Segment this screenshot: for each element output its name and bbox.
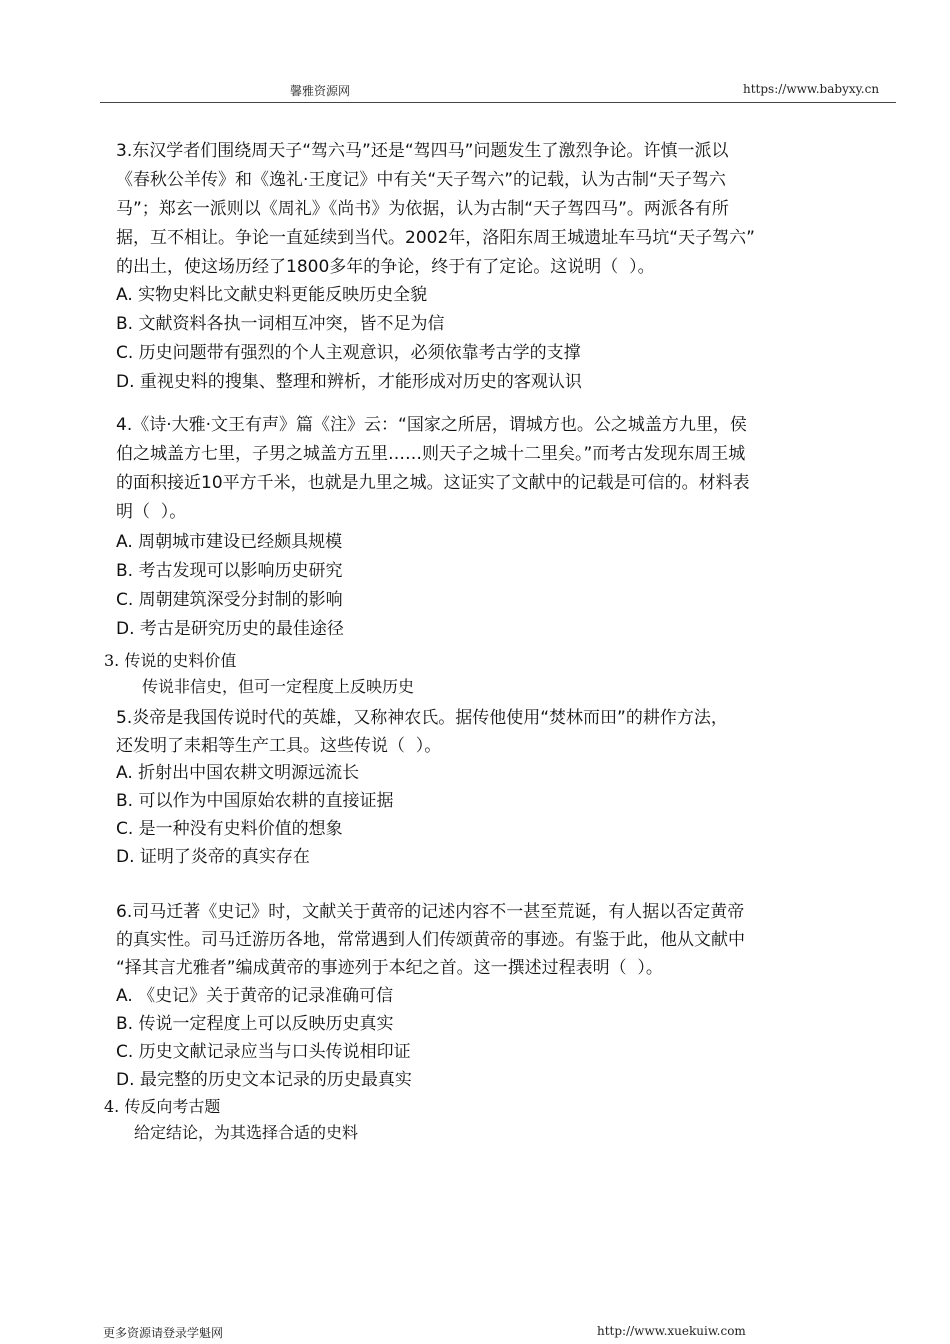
question-4-option-b: B. 考古发现可以影响历史研究: [116, 561, 343, 581]
footer-url[interactable]: http://www.xuekuiw.com: [597, 1324, 746, 1338]
footer-promo-text: 更多资源请登录学魁网: [103, 1326, 224, 1340]
question-6-option-a: A. 《史记》关于黄帝的记录准确可信: [116, 986, 394, 1006]
question-3-line: 3.东汉学者们围绕周天子“驾六马”还是“驾四马”问题发生了激烈争论。许慎一派以: [116, 141, 729, 161]
question-3-option-a: A. 实物史料比文献史料更能反映历史全貌: [116, 285, 428, 305]
header-site-url[interactable]: https://www.babyxy.cn: [743, 82, 880, 96]
question-5-option-d: D. 证明了炎帝的真实存在: [116, 847, 310, 867]
question-4-line: 伯之城盖方七里，子男之城盖方五里……则天子之城十二里矣。”而考古发现东周王城: [116, 444, 746, 464]
question-5-option-c: C. 是一种没有史料价值的想象: [116, 819, 343, 839]
question-4-line: 的面积接近10平方千米，也就是九里之城。这证实了文献中的记载是可信的。材料表: [116, 473, 750, 493]
question-4-line: 明（ ）。: [116, 502, 187, 522]
section-4-title: 4. 传反向考古题: [104, 1097, 221, 1116]
question-3-line: 据，互不相让。争论一直延续到当代。2002年，洛阳东周王城遗址车马坑“天子驾六”: [116, 228, 755, 248]
question-6-line: “择其言尤雅者”编成黄帝的事迹列于本纪之首。这一撰述过程表明（ ）。: [116, 958, 663, 978]
question-5-line: 5.炎帝是我国传说时代的英雄，又称神农氏。据传他使用“焚林而田”的耕作方法，: [116, 708, 728, 728]
question-5-line: 还发明了耒耜等生产工具。这些传说（ ）。: [116, 736, 442, 756]
question-4-option-d: D. 考古是研究历史的最佳途径: [116, 619, 344, 639]
question-3-option-d: D. 重视史料的搜集、整理和辨析，才能形成对历史的客观认识: [116, 372, 582, 392]
question-6-option-d: D. 最完整的历史文本记录的历史最真实: [116, 1070, 412, 1090]
question-6-option-b: B. 传说一定程度上可以反映历史真实: [116, 1014, 394, 1034]
section-3-title: 3. 传说的史料价值: [104, 651, 237, 670]
question-3-option-b: B. 文献资料各执一词相互冲突，皆不足为信: [116, 314, 445, 334]
question-5-option-b: B. 可以作为中国原始农耕的直接证据: [116, 791, 394, 811]
question-3-line: 的出土，使这场历经了1800多年的争论，终于有了定论。这说明（ ）。: [116, 257, 655, 277]
question-3-line: 《春秋公羊传》和《逸礼·王度记》中有关“天子驾六”的记载，认为古制“天子驾六: [116, 170, 726, 190]
question-5-option-a: A. 折射出中国农耕文明源远流长: [116, 763, 360, 783]
header-site-name: 馨雅资源网: [290, 84, 351, 98]
question-4-option-c: C. 周朝建筑深受分封制的影响: [116, 590, 343, 610]
question-4-line: 4.《诗·大雅·文王有声》篇《注》云：“国家之所居，谓城方也。公之城盖方九里，侯: [116, 415, 747, 435]
question-6-option-c: C. 历史文献记录应当与口头传说相印证: [116, 1042, 411, 1062]
question-3-option-c: C. 历史问题带有强烈的个人主观意识，必须依靠考古学的支撑: [116, 343, 581, 363]
question-6-line: 6.司马迁著《史记》时，文献关于黄帝的记述内容不一甚至荒诞，有人据以否定黄帝: [116, 902, 745, 922]
question-4-option-a: A. 周朝城市建设已经颇具规模: [116, 532, 343, 552]
section-3-note: 传说非信史，但可一定程度上反映历史: [142, 677, 415, 696]
header-divider: [100, 102, 896, 103]
question-6-line: 的真实性。司马迁游历各地，常常遇到人们传颂黄帝的事迹。有鉴于此，他从文献中: [116, 930, 745, 950]
section-4-note: 给定结论，为其选择合适的史料: [134, 1123, 359, 1142]
question-3-line: 马”；郑玄一派则以《周礼》《尚书》为依据，认为古制“天子驾四马”。两派各有所: [116, 199, 729, 219]
